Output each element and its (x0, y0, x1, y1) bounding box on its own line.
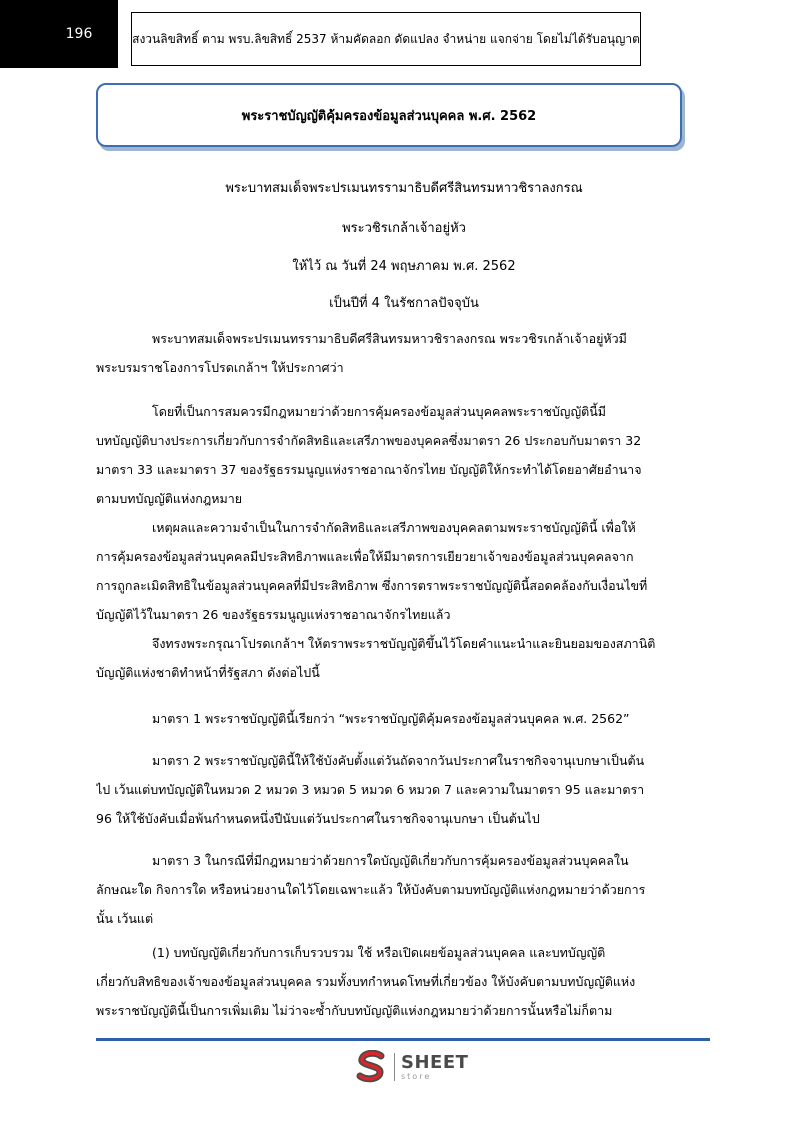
text-line: ไป เว้นแต่บทบัญญัติในหมวด 2 หมวด 3 หมวด 5 หมวด 6 หมวด 7 และความในมาตรา 95 และมาตรา (96, 782, 645, 797)
preamble-line-1: พระบาทสมเด็จพระปรเมนทรรามาธิบดีศรีสินทรมหาวชิราลงกรณ (225, 181, 583, 196)
text-line: พระบาทสมเด็จพระปรเมนทรรามาธิบดีศรีสินทรมหาวชิราลงกรณ พระวชิรเกล้าเจ้าอยู่หัวมี (152, 331, 627, 346)
paragraph-enactment (96, 629, 712, 687)
preamble-line-4: เป็นปีที่ 4 ในรัชกาลปัจจุบัน (329, 296, 479, 311)
paragraph-necessity (96, 513, 712, 629)
text-line: มาตรา 2 พระราชบัญญัตินี้ให้ใช้บังคับตั้งแต่วันถัดจากวันประกาศในราชกิจจานุเบกษาเป็นต้น (152, 753, 645, 768)
section-1 (96, 704, 712, 733)
text-line: พระบรมราชโองการโปรดเกล้าฯ ให้ประกาศว่า (96, 360, 344, 375)
section-3 (96, 846, 712, 933)
page-number: 196 (65, 26, 93, 42)
logo-wordmark (401, 1051, 469, 1081)
logo-main-text: SHEET (401, 1051, 469, 1073)
logo-divider (394, 1053, 395, 1081)
paragraph-rationale (96, 397, 712, 513)
text-line: การถูกละเมิดสิทธิในข้อมูลส่วนบุคคลที่มีประสิทธิภาพ ซึ่งการตราพระราชบัญญัตินี้สอดคล้องกับเงื่อนไขที่ (96, 578, 648, 593)
text-line: บทบัญญัติบางประการเกี่ยวกับการจำกัดสิทธิและเสรีภาพของบุคคลซึ่งมาตรา 26 ประกอบกับมาตรา 32 (96, 433, 642, 448)
text-line: (1) บทบัญญัติเกี่ยวกับการเก็บรวบรวม ใช้ หรือเปิดเผยข้อมูลส่วนบุคคล และบทบัญญัติ (152, 945, 606, 960)
text-line: ตามบทบัญญัติแห่งกฎหมาย (96, 491, 243, 506)
logo-sub-text: store (401, 1071, 432, 1081)
text-line: โดยที่เป็นการสมควรมีกฎหมายว่าด้วยการคุ้มครองข้อมูลส่วนบุคคลพระราชบัญญัตินี้มี (152, 404, 607, 419)
document-title: พระราชบัญญัติคุ้มครองข้อมูลส่วนบุคคล พ.ศ. 2562 (241, 108, 537, 124)
text-line: มาตรา 33 และมาตรา 37 ของรัฐธรรมนูญแห่งราชอาณาจักรไทย บัญญัติให้กระทำได้โดยอาศัยอำนาจ (96, 462, 642, 477)
text-line: เกี่ยวกับสิทธิของเจ้าของข้อมูลส่วนบุคคล รวมทั้งบทกำหนดโทษที่เกี่ยวข้อง ให้บังคับตามบทบัญญัติแห่ง (96, 974, 636, 989)
section-3-item-1 (96, 938, 712, 1025)
section-2 (96, 746, 712, 833)
preamble-line-3: ให้ไว้ ณ วันที่ 24 พฤษภาคม พ.ศ. 2562 (292, 259, 516, 274)
text-line: นั้น เว้นแต่ (96, 911, 154, 926)
text-line: จึงทรงพระกรุณาโปรดเกล้าฯ ให้ตราพระราชบัญญัติขึ้นไว้โดยคำแนะนำและยินยอมของสภานิติ (152, 636, 656, 651)
copyright-notice: สงวนลิขสิทธิ์ ตาม พรบ.ลิขสิทธิ์ 2537 ห้ามคัดลอก ดัดแปลง จำหน่าย แจกจ่าย โดยไม่ได้รับอนุญาต (131, 12, 641, 66)
page-number-tab (0, 0, 118, 68)
text-line: ลักษณะใด กิจการใด หรือหน่วยงานใดไว้โดยเฉพาะแล้ว ให้บังคับตามบทบัญญัติแห่งกฎหมายว่าด้วยการ (96, 882, 646, 897)
text-line: 96 ให้ใช้บังคับเมื่อพ้นกำหนดหนึ่งปีนับแต่วันประกาศในราชกิจจานุเบกษา เป็นต้นไป (96, 811, 540, 826)
text-line: พระราชบัญญัตินี้เป็นการเพิ่มเติม ไม่ว่าจะซ้ำกับบทบัญญัติแห่งกฎหมายว่าด้วยการนั้นหรือไม่ก็ตาม (96, 1003, 613, 1018)
sheet-store-logo (354, 1050, 468, 1084)
text-line: การคุ้มครองข้อมูลส่วนบุคคลมีประสิทธิภาพและเพื่อให้มีมาตรการเยียวยาเจ้าของข้อมูลส่วนบุคคลจาก (96, 549, 634, 564)
footer-rule (96, 1038, 710, 1041)
paragraph-proclamation (96, 324, 712, 382)
text-line: บัญญัติแห่งชาติทำหน้าที่รัฐสภา ดังต่อไปนี้ (96, 665, 320, 680)
text-line: มาตรา 3 ในกรณีที่มีกฎหมายว่าด้วยการใดบัญญัติเกี่ยวกับการคุ้มครองข้อมูลส่วนบุคคลใน (152, 853, 629, 868)
text-line: เหตุผลและความจำเป็นในการจำกัดสิทธิและเสรีภาพของบุคคลตามพระราชบัญญัตินี้ เพื่อให้ (152, 520, 636, 535)
text-line: บัญญัติไว้ในมาตรา 26 ของรัฐธรรมนูญแห่งราชอาณาจักรไทยแล้ว (96, 607, 451, 622)
s-logo-icon (354, 1050, 390, 1084)
preamble-line-2: พระวชิรเกล้าเจ้าอยู่หัว (342, 221, 466, 236)
text-line: มาตรา 1 พระราชบัญญัตินี้เรียกว่า “พระราชบัญญัติคุ้มครองข้อมูลส่วนบุคคล พ.ศ. 2562” (152, 711, 630, 726)
document-title-box (96, 83, 682, 147)
